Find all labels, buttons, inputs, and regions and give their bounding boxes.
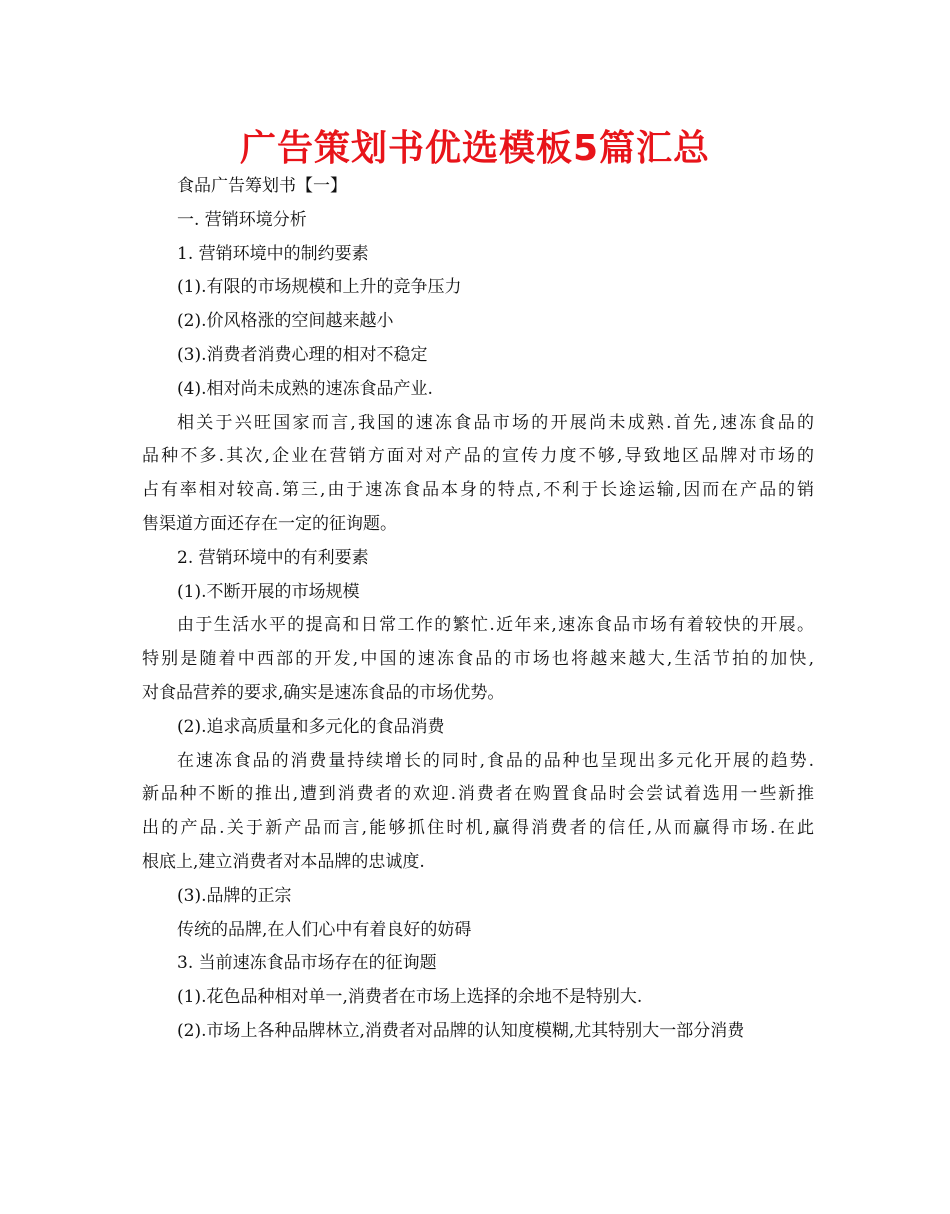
heading-level-2: 2. 营销环境中的有利要素 [177, 547, 369, 568]
paragraph-line: 根底上,建立消费者对本品牌的忠诚度. [142, 851, 425, 872]
list-item: (3).消费者消费心理的相对不稳定 [177, 344, 428, 365]
paragraph-line: 品种不多.其次,企业在营销方面对对产品的宣传力度不够,导致地区品牌对市场的 [142, 446, 814, 467]
paragraph-line: 出的产品.关于新产品而言,能够抓住时机,赢得消费者的信任,从而赢得市场.在此 [142, 818, 814, 839]
list-item: (1).不断开展的市场规模 [177, 581, 360, 602]
list-item: (2).追求高质量和多元化的食品消费 [177, 716, 445, 737]
list-item: (2).市场上各种品牌林立,消费者对品牌的认知度模糊,尤其特别大一部分消费 [177, 1020, 745, 1041]
paragraph-line: 相关于兴旺国家而言,我国的速冻食品市场的开展尚未成熟.首先,速冻食品的 [177, 412, 814, 433]
paragraph-line: 特别是随着中西部的开发,中国的速冻食品的市场也将越来越大,生活节拍的加快, [142, 649, 814, 670]
paragraph-line: 售渠道方面还存在一定的征询题。 [142, 513, 397, 534]
paragraph-line: 由于生活水平的提高和日常工作的繁忙.近年来,速冻食品市场有着较快的开展。 [177, 615, 814, 636]
paragraph-line: 传统的品牌,在人们心中有着良好的妨碍 [177, 919, 472, 940]
heading-level-1: 一. 营销环境分析 [177, 209, 307, 230]
list-item: (2).价风格涨的空间越来越小 [177, 311, 394, 332]
list-item: (1).花色品种相对单一,消费者在市场上选择的余地不是特别大. [177, 987, 643, 1008]
section-heading: 食品广告筹划书【一】 [177, 176, 347, 196]
document-title: 广告策划书优选模板5篇汇总 [239, 128, 711, 169]
paragraph-line: 占有率相对较高.第三,由于速冻食品本身的特点,不利于长途运输,因而在产品的销 [142, 480, 814, 501]
list-item: (1).有限的市场规模和上升的竞争压力 [177, 277, 462, 298]
heading-level-2: 1. 营销环境中的制约要素 [177, 243, 369, 264]
paragraph-line: 新品种不断的推出,遭到消费者的欢迎.消费者在购置食品时会尝试着选用一些新推 [142, 784, 814, 805]
paragraph-line: 在速冻食品的消费量持续增长的同时,食品的品种也呈现出多元化开展的趋势. [177, 750, 814, 771]
paragraph-line: 对食品营养的要求,确实是速冻食品的市场优势。 [142, 682, 505, 703]
document-body [142, 170, 814, 1049]
list-item: (3).品牌的正宗 [177, 885, 292, 906]
heading-level-2: 3. 当前速冻食品市场存在的征询题 [177, 953, 437, 974]
list-item: (4).相对尚未成熟的速冻食品产业. [177, 378, 433, 399]
